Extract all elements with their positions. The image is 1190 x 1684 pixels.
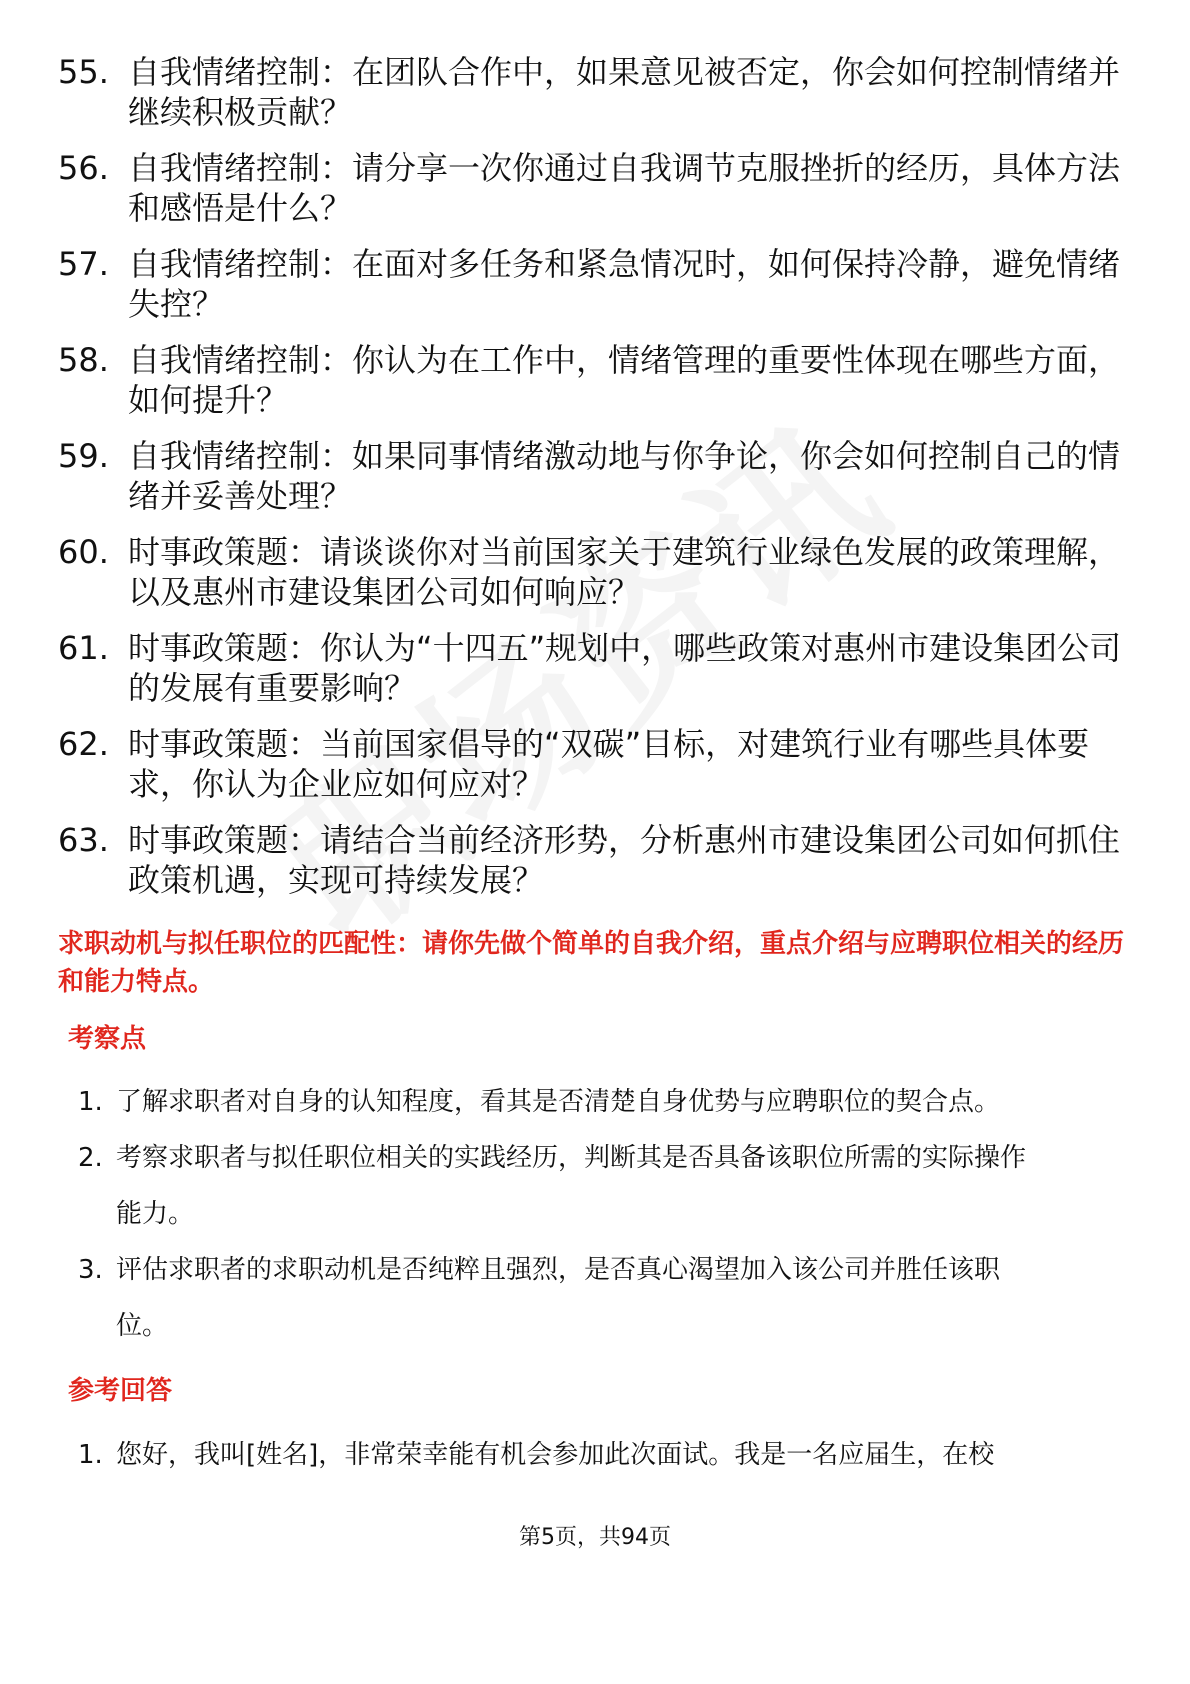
question-number: 59. xyxy=(58,437,109,475)
page-footer: 第5页，共94页 xyxy=(519,1525,671,1550)
answer-number: 1. xyxy=(78,1440,103,1470)
answer-list xyxy=(78,1427,1128,1483)
answer-item xyxy=(78,1427,1036,1483)
question-item xyxy=(58,724,1128,804)
question-number: 62. xyxy=(58,725,109,763)
point-text: 评估求职者的求职动机是否纯粹且强烈，是否真心渴望加入该公司并胜任该职位。 xyxy=(116,1255,1001,1341)
question-item xyxy=(58,244,1128,324)
question-item xyxy=(58,628,1128,708)
question-text: 自我情绪控制：在团队合作中，如果意见被否定，你会如何控制情绪并继续积极贡献？ xyxy=(128,53,1121,131)
question-number: 60. xyxy=(58,533,109,571)
answer-text: 您好，我叫[姓名]，非常荣幸能有机会参加此次面试。我是一名应届生，在校 xyxy=(116,1440,995,1470)
question-text: 时事政策题：请结合当前经济形势，分析惠州市建设集团公司如何抓住政策机遇，实现可持续发展？ xyxy=(128,821,1121,899)
question-list xyxy=(58,52,1138,916)
question-item xyxy=(58,340,1128,420)
point-number: 2. xyxy=(78,1143,103,1173)
question-number: 57. xyxy=(58,245,109,283)
question-number: 61. xyxy=(58,629,109,667)
assessment-point xyxy=(78,1130,1036,1242)
question-text: 自我情绪控制：在面对多任务和紧急情况时，如何保持冷静，避免情绪失控？ xyxy=(128,245,1121,323)
question-text: 自我情绪控制：你认为在工作中，情绪管理的重要性体现在哪些方面，如何提升？ xyxy=(128,341,1121,419)
assessment-point xyxy=(78,1074,1036,1130)
question-number: 55. xyxy=(58,53,109,91)
question-text: 自我情绪控制：如果同事情绪激动地与你争论，你会如何控制自己的情绪并妥善处理？ xyxy=(128,437,1121,515)
question-item xyxy=(58,532,1128,612)
question-item xyxy=(58,148,1128,228)
assessment-points-list xyxy=(78,1074,1128,1354)
question-text: 自我情绪控制：请分享一次你通过自我调节克服挫折的经历，具体方法和感悟是什么？ xyxy=(128,149,1121,227)
section-title: 求职动机与拟任职位的匹配性：请你先做个简单的自我介绍，重点介绍与应聘职位相关的经历和能力特点。 xyxy=(58,929,1125,997)
question-number: 63. xyxy=(58,821,109,859)
point-number: 1. xyxy=(78,1087,103,1117)
question-text: 时事政策题：当前国家倡导的“双碳”目标，对建筑行业有哪些具体要求，你认为企业应如何应对？ xyxy=(128,725,1090,803)
point-text: 考察求职者与拟任职位相关的实践经历，判断其是否具备该职位所需的实际操作能力。 xyxy=(116,1143,1027,1229)
point-text: 了解求职者对自身的认知程度，看其是否清楚自身优势与应聘职位的契合点。 xyxy=(116,1087,1001,1117)
points-heading: 考察点 xyxy=(68,1024,147,1054)
answer-heading: 参考回答 xyxy=(68,1376,173,1406)
question-item xyxy=(58,820,1128,900)
assessment-point xyxy=(78,1242,1036,1354)
question-number: 56. xyxy=(58,149,109,187)
question-item xyxy=(58,436,1128,516)
point-number: 3. xyxy=(78,1255,103,1285)
question-item xyxy=(58,52,1128,132)
question-text: 时事政策题：请谈谈你对当前国家关于建筑行业绿色发展的政策理解，以及惠州市建设集团公司如何响应？ xyxy=(128,533,1121,611)
question-number: 58. xyxy=(58,341,109,379)
question-text: 时事政策题：你认为“十四五”规划中，哪些政策对惠州市建设集团公司的发展有重要影响？ xyxy=(128,629,1122,707)
